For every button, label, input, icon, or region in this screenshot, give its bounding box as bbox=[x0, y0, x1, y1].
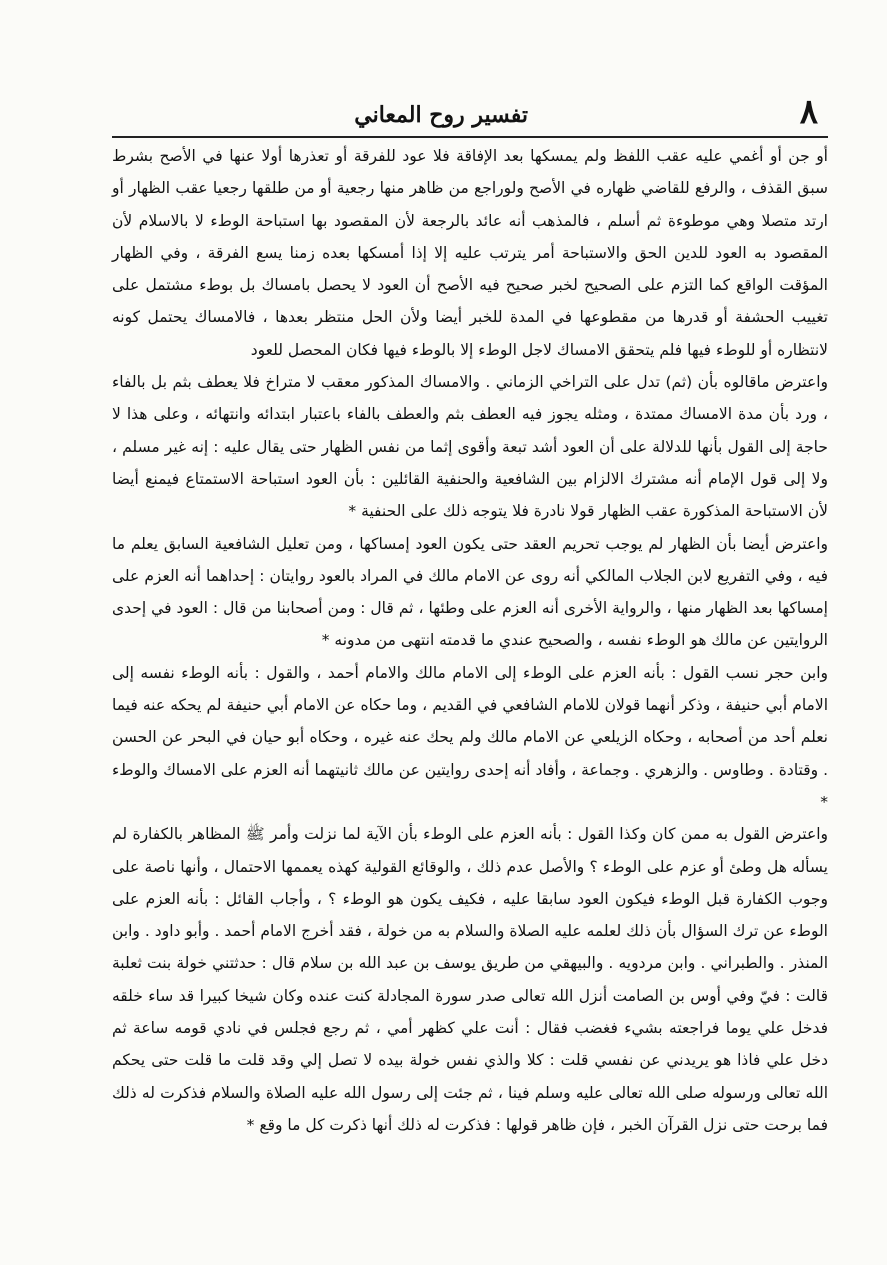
paragraph: واعترض أيضا بأن الظهار لم يوجب تحريم العقد حتى يكون العود إمساكها ، ومن تعليل الشافعية السابق يعلم ما فيه ، وفي التفريع لابن الجلاب المالكي أنه روى عن الامام مالك في المراد بالعود روايتان : إحداهما أنه العزم على إمساكها بعد الظهار منها ، والرواية الأخرى أنه العزم على وطئها ، ثم قال : ومن أصحابنا من قال : العود في إحدى الروايتين عن مالك هو الوطء نفسه ، والصحيح عندي ما قدمته انتهى من مدونه * bbox=[112, 534, 828, 650]
page-number: ٨ bbox=[799, 92, 818, 132]
paragraph: واعترض ماقالوه بأن (ثم) تدل على التراخي الزماني . والامساك المذكور معقب لا متراخ فلا يعطف بثم بل بالفاء ، ورد بأن مدة الامساك ممتدة ، ومثله يجوز فيه العطف بثم والعطف بالفاء باعتبار ابتدائه وانتهائه ، وعلى هذا لا حاجة إلى القول بأنها للدلالة على أن العود أشد تبعة وأقوى إثما من نفس الظهار حتى يقال عليه : إنه غير مسلم ، ولا إلى قول الإمام أنه مشترك الالزام بين الشافعية والحنفية القائلين : بأن العود استباحة الاستمتاع فيمنع أيضا لأن الاستباحة المذكورة عقب الظهار قولا نادرة فلا يتوجه ذلك على الحنفية * bbox=[112, 373, 828, 521]
body-text bbox=[112, 140, 828, 1141]
paragraph: أو جن أو أغمي عليه عقب اللفظ ولم يمسكها بعد الإفاقة فلا عود للفرقة أو تعذرها أولا عنها في الأصح بشرط سبق القذف ، والرفع للقاضي ظهاره في الأصح ولوراجع من ظاهر منها رجعية أو من طلقها رجعيا عقب الظهار أو ارتد متصلا وهي موطوءة ثم أسلم ، فالمذهب أنه عائد بالرجعة لأن المقصود بها استباحة الوطء لا بالاسلام لأن المقصود به العود للدين الحق والاستباحة أمر يترتب عليه إلا إذا أمسكها بعده زمنا يسع الفرقة ، وفي الظهار المؤقت الواقع كما التزم على الصحيح لخبر صحيح فيه الأصح أن العود لا يحصل بامساك بل بوطء مشتمل على تغييب الحشفة أو قدرها من مقطوعها في المدة للخبر أيضا ولأن الحل منتظر بعدها ، فالامساك يحتمل كونه لانتظاره أو للوطء فيها فلم يتحقق الامساك لاجل الوطء إلا بالوطء فيها فكان المحصل للعود bbox=[112, 147, 828, 359]
page-header bbox=[112, 92, 828, 138]
header-rule bbox=[112, 136, 828, 138]
running-title: تفسير روح المعاني bbox=[354, 102, 528, 128]
paragraph: وابن حجر نسب القول : بأنه العزم على الوطء إلى الامام مالك والامام أحمد ، والقول : بأنه الوطء نفسه إلى الامام أبي حنيفة ، وذكر أنهما قولان للامام الشافعي في القديم ، وما حكاه عن الامام أبي حنيفة لم يحكه عنه فيما نعلم أحد من أصحابه ، وحكاه الزيلعي عن الامام مالك ولم يحك عنه غيره ، وحكاه أبو حيان في البحر عن الحسن . وقتادة . وطاوس . والزهري . وجماعة ، وأفاد أنه إحدى روايتين عن مالك ثانيتهما أنه العزم على الامساك والوطء * bbox=[112, 663, 828, 811]
paragraph: واعترض القول به ممن كان وكذا القول : بأنه العزم على الوطء بأن الآية لما نزلت وأمر ﷺ المظاهر بالكفارة لم يسأله هل وطئ أو عزم على الوطء ؟ والأصل عدم ذلك ، والوقائع القولية كهذه يعممها الاحتمال ، وأنها ناصة على وجوب الكفارة قبل الوطء فيكون العود سابقا عليه ، فكيف يكون هو الوطء ؟ ، وأجاب القائل : بأنه العزم على الوطء عن ترك السؤال بأن ذلك لعلمه عليه الصلاة والسلام به من خولة ، فقد أخرج الامام أحمد . وأبو داود . وابن المنذر . والطبراني . وابن مردويه . والبيهقي من طريق يوسف بن عبد الله بن سلام قال : حدثتني خولة بنت ثعلبة قالت : فيّ وفي أوس بن الصامت أنزل الله تعالى صدر سورة المجادلة كنت عنده وكان شيخا كبيرا قد ساء خلقه فدخل علي يوما فراجعته بشيء فغضب فقال : أنت علي كظهر أمي ، ثم رجع فجلس في نادي قومه ساعة ثم دخل علي فاذا هو يريدني عن نفسي قلت : كلا والذي نفس خولة بيده لا تصل إلي وقد قلت ما قلت حتى يحكم الله تعالى ورسوله صلى الله تعالى عليه وسلم فينا ، ثم جئت إلى رسول الله عليه الصلاة والسلام فذكرت له ذلك فما برحت حتى نزل القرآن الخبر ، فإن ظاهر قولها : فذكرت له ذلك أنها ذكرت كل ما وقع * bbox=[112, 825, 828, 1134]
